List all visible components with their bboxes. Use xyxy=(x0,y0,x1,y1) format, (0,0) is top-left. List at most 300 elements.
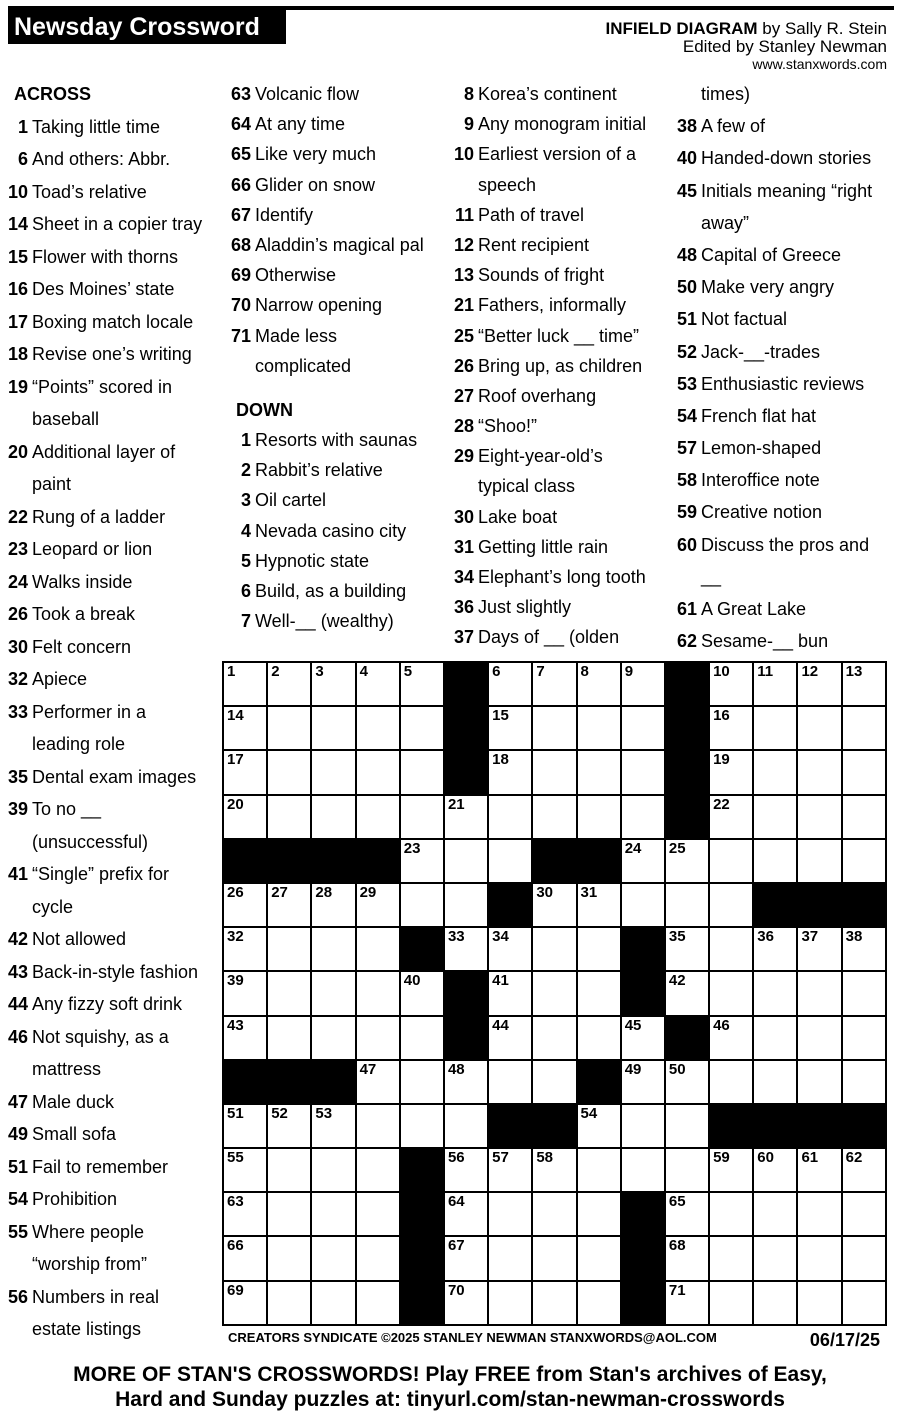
grid-cell[interactable] xyxy=(268,751,312,795)
grid-cell[interactable] xyxy=(533,1237,577,1281)
grid-cell[interactable] xyxy=(710,1149,754,1193)
cell-number: 36 xyxy=(757,928,774,946)
website-link[interactable]: www.stanxwords.com xyxy=(752,56,887,72)
grid-cell[interactable] xyxy=(224,1149,268,1193)
grid-cell[interactable] xyxy=(798,1193,842,1237)
cell-number: 14 xyxy=(227,707,244,725)
cell-number: 22 xyxy=(713,795,730,813)
byline: by Sally R. Stein xyxy=(762,19,887,38)
grid-cell[interactable] xyxy=(578,796,622,840)
grid-cell[interactable] xyxy=(578,707,622,751)
grid-cell[interactable] xyxy=(401,663,445,707)
cell-number: 30 xyxy=(536,883,553,901)
clue-text: __ xyxy=(701,566,722,587)
grid-block xyxy=(445,663,489,707)
clue-number: 13 xyxy=(453,265,474,286)
grid-cell[interactable] xyxy=(622,1061,666,1105)
clue-text: Aladdin’s magical pal xyxy=(255,234,424,255)
grid-cell[interactable] xyxy=(798,972,842,1016)
grid-cell[interactable] xyxy=(268,1105,312,1149)
grid-cell[interactable] xyxy=(578,1237,622,1281)
clue-number: 52 xyxy=(676,341,697,362)
grid-cell[interactable] xyxy=(754,1282,798,1326)
grid-cell[interactable] xyxy=(710,663,754,707)
cell-number: 7 xyxy=(536,663,545,680)
cell-number: 45 xyxy=(624,1016,642,1034)
clue-number: 63 xyxy=(230,84,251,104)
clue-number: 33 xyxy=(7,701,28,722)
grid-block xyxy=(224,1061,268,1105)
grid-cell[interactable] xyxy=(268,663,312,707)
grid-cell[interactable] xyxy=(754,928,798,972)
grid-cell[interactable] xyxy=(666,1149,710,1193)
clue-text: Resorts with saunas xyxy=(255,430,418,451)
grid-cell[interactable] xyxy=(843,1017,887,1061)
grid-cell[interactable] xyxy=(312,751,356,795)
grid-block xyxy=(622,1237,666,1281)
grid-cell[interactable] xyxy=(401,1061,445,1105)
grid-cell[interactable] xyxy=(798,1282,842,1326)
clue-text: Otherwise xyxy=(255,265,337,286)
grid-cell[interactable] xyxy=(666,928,710,972)
grid-cell[interactable] xyxy=(798,1061,842,1105)
clue-text: Numbers in real xyxy=(32,1286,160,1307)
clue-text: At any time xyxy=(255,114,346,135)
grid-cell[interactable] xyxy=(533,796,577,840)
clue-number: 38 xyxy=(676,116,697,137)
grid-cell[interactable] xyxy=(710,1061,754,1105)
grid-cell[interactable] xyxy=(533,1017,577,1061)
grid-cell[interactable] xyxy=(489,751,533,795)
cell-number: 18 xyxy=(492,751,509,769)
promo-line-2[interactable]: Hard and Sunday puzzles at: tinyurl.com/stan-newman-crosswords xyxy=(115,1388,785,1411)
grid-block xyxy=(798,1105,842,1149)
clue-text: Des Moines’ state xyxy=(32,279,175,299)
clue-number: 65 xyxy=(230,144,251,165)
grid-cell[interactable] xyxy=(268,1237,312,1281)
clue-number: 28 xyxy=(453,416,474,437)
cell-number: 31 xyxy=(580,883,598,901)
cell-number: 44 xyxy=(492,1016,509,1034)
grid-cell[interactable] xyxy=(312,1149,356,1193)
clue-text: Days of __ (olden xyxy=(478,627,620,648)
grid-cell[interactable] xyxy=(268,796,312,840)
cell-number: 65 xyxy=(668,1193,686,1211)
grid-cell[interactable] xyxy=(754,796,798,840)
clue-number: 46 xyxy=(7,1026,28,1047)
clue-text: Enthusiastic reviews xyxy=(701,373,865,394)
cell-number: 24 xyxy=(624,839,642,857)
clue-text: Fathers, informally xyxy=(478,295,627,316)
clue-number: 9 xyxy=(463,114,474,135)
grid-cell[interactable] xyxy=(622,1017,666,1061)
clue-text: Elephant’s long tooth xyxy=(478,567,646,587)
clue-text: away” xyxy=(701,212,750,233)
grid-cell[interactable] xyxy=(710,751,754,795)
grid-cell[interactable] xyxy=(489,663,533,707)
grid-cell[interactable] xyxy=(533,928,577,972)
cell-number: 29 xyxy=(359,883,377,901)
grid-block xyxy=(843,884,887,928)
clue-number: 55 xyxy=(7,1221,28,1242)
grid-block xyxy=(312,1061,356,1105)
grid-block xyxy=(489,884,533,928)
grid-cell[interactable] xyxy=(710,796,754,840)
grid-cell[interactable] xyxy=(312,1282,356,1326)
grid-cell[interactable] xyxy=(489,707,533,751)
grid-cell[interactable] xyxy=(578,1149,622,1193)
grid-cell[interactable] xyxy=(357,1149,401,1193)
grid-cell[interactable] xyxy=(224,972,268,1016)
cell-number: 64 xyxy=(447,1193,465,1211)
grid-cell[interactable] xyxy=(843,663,887,707)
grid-cell[interactable] xyxy=(445,1237,489,1281)
cell-number: 38 xyxy=(845,928,863,946)
grid-cell[interactable] xyxy=(445,1149,489,1193)
grid-cell[interactable] xyxy=(357,972,401,1016)
cell-number: 19 xyxy=(713,751,730,769)
grid-cell[interactable] xyxy=(843,840,887,884)
clue-text: Sheet in a copier tray xyxy=(32,214,203,234)
clue-text: estate listings xyxy=(32,1319,142,1339)
grid-cell[interactable] xyxy=(401,1017,445,1061)
grid-cell[interactable] xyxy=(312,796,356,840)
grid-cell[interactable] xyxy=(843,972,887,1016)
grid-cell[interactable] xyxy=(401,751,445,795)
grid-cell[interactable] xyxy=(798,1237,842,1281)
grid-cell[interactable] xyxy=(401,707,445,751)
cell-number: 46 xyxy=(713,1016,730,1034)
clue-number: 4 xyxy=(240,520,251,541)
grid-cell[interactable] xyxy=(224,707,268,751)
cell-number: 53 xyxy=(315,1104,333,1122)
grid-cell[interactable] xyxy=(666,884,710,928)
grid-cell[interactable] xyxy=(710,707,754,751)
grid-cell[interactable] xyxy=(445,928,489,972)
grid-cell[interactable] xyxy=(843,707,887,751)
grid-cell[interactable] xyxy=(622,1105,666,1149)
grid-cell[interactable] xyxy=(489,928,533,972)
clue-text: (unsuccessful) xyxy=(32,831,149,852)
grid-cell[interactable] xyxy=(224,1017,268,1061)
clue-number: 57 xyxy=(676,438,697,459)
grid-cell[interactable] xyxy=(489,840,533,884)
grid-cell[interactable] xyxy=(798,751,842,795)
grid-cell[interactable] xyxy=(224,1282,268,1326)
grid-cell[interactable] xyxy=(268,1282,312,1326)
grid-cell[interactable] xyxy=(445,1105,489,1149)
cell-number: 37 xyxy=(801,928,819,946)
grid-cell[interactable] xyxy=(357,796,401,840)
grid-cell[interactable] xyxy=(312,972,356,1016)
clue-number: 39 xyxy=(7,799,28,819)
grid-cell[interactable] xyxy=(710,1282,754,1326)
grid-cell[interactable] xyxy=(224,1193,268,1237)
grid-cell[interactable] xyxy=(533,1061,577,1105)
grid-cell[interactable] xyxy=(578,884,622,928)
grid-cell[interactable] xyxy=(489,972,533,1016)
grid-cell[interactable] xyxy=(843,796,887,840)
grid-cell[interactable] xyxy=(843,1149,887,1193)
grid-cell[interactable] xyxy=(533,707,577,751)
grid-cell[interactable] xyxy=(754,1149,798,1193)
grid-cell[interactable] xyxy=(401,972,445,1016)
grid-cell[interactable] xyxy=(268,884,312,928)
grid-cell[interactable] xyxy=(312,1105,356,1149)
grid-cell[interactable] xyxy=(622,884,666,928)
clue-text: Not factual xyxy=(701,309,788,330)
grid-cell[interactable] xyxy=(445,1061,489,1105)
grid-cell[interactable] xyxy=(312,884,356,928)
clue-text: paint xyxy=(32,474,72,494)
grid-cell[interactable] xyxy=(224,928,268,972)
grid-cell[interactable] xyxy=(357,1193,401,1237)
grid-cell[interactable] xyxy=(357,1282,401,1326)
grid-cell[interactable] xyxy=(224,751,268,795)
grid-cell[interactable] xyxy=(754,1017,798,1061)
clue-text: “Better luck __ time” xyxy=(478,325,640,346)
grid-cell[interactable] xyxy=(578,928,622,972)
clue-text: Any fizzy soft drink xyxy=(32,994,183,1014)
grid-cell[interactable] xyxy=(533,1149,577,1193)
clue-text: Volcanic flow xyxy=(255,84,360,104)
clue-text: cycle xyxy=(32,896,74,917)
grid-cell[interactable] xyxy=(224,1237,268,1281)
cell-number: 63 xyxy=(227,1193,244,1211)
grid-cell[interactable] xyxy=(533,884,577,928)
clue-number: 19 xyxy=(7,376,28,397)
cell-number: 12 xyxy=(801,663,819,680)
grid-block xyxy=(754,884,798,928)
grid-cell[interactable] xyxy=(224,1105,268,1149)
grid-cell[interactable] xyxy=(224,884,268,928)
cell-number: 67 xyxy=(447,1237,465,1255)
clue-number: 2 xyxy=(240,460,251,481)
grid-cell[interactable] xyxy=(798,1149,842,1193)
grid-cell[interactable] xyxy=(533,1282,577,1326)
grid-cell[interactable] xyxy=(578,972,622,1016)
grid-cell[interactable] xyxy=(312,928,356,972)
grid-cell[interactable] xyxy=(578,663,622,707)
grid-block xyxy=(533,840,577,884)
clue-number: 22 xyxy=(7,506,28,527)
grid-cell[interactable] xyxy=(268,1149,312,1193)
grid-cell[interactable] xyxy=(754,1061,798,1105)
grid-cell[interactable] xyxy=(357,663,401,707)
clue-number: 47 xyxy=(7,1091,28,1112)
grid-cell[interactable] xyxy=(489,1282,533,1326)
grid-cell[interactable] xyxy=(533,1193,577,1237)
clue-text: Identify xyxy=(255,204,314,225)
grid-cell[interactable] xyxy=(533,972,577,1016)
grid-cell[interactable] xyxy=(710,840,754,884)
grid-cell[interactable] xyxy=(578,1282,622,1326)
grid-cell[interactable] xyxy=(533,663,577,707)
grid-cell[interactable] xyxy=(622,1149,666,1193)
grid-cell[interactable] xyxy=(710,1193,754,1237)
grid-cell[interactable] xyxy=(666,972,710,1016)
grid-cell[interactable] xyxy=(578,1017,622,1061)
grid-cell[interactable] xyxy=(754,751,798,795)
grid-cell[interactable] xyxy=(268,1017,312,1061)
grid-cell[interactable] xyxy=(798,796,842,840)
grid-block xyxy=(578,840,622,884)
clue-number: 45 xyxy=(676,180,697,201)
grid-cell[interactable] xyxy=(489,1149,533,1193)
grid-cell[interactable] xyxy=(357,707,401,751)
grid-cell[interactable] xyxy=(489,796,533,840)
grid-cell[interactable] xyxy=(445,796,489,840)
grid-cell[interactable] xyxy=(666,1105,710,1149)
grid-cell[interactable] xyxy=(357,751,401,795)
grid-cell[interactable] xyxy=(401,840,445,884)
syndicate-credit: CREATORS SYNDICATE ©2025 STANLEY NEWMAN STANXWORDS@AOL.COM xyxy=(228,1330,717,1345)
grid-cell[interactable] xyxy=(798,707,842,751)
clue-text: Initials meaning “right xyxy=(701,180,873,201)
clue-text: “Single” prefix for xyxy=(32,864,170,884)
grid-cell[interactable] xyxy=(357,884,401,928)
grid-cell[interactable] xyxy=(622,663,666,707)
cell-number: 34 xyxy=(492,928,509,946)
cell-number: 8 xyxy=(580,663,589,680)
grid-cell[interactable] xyxy=(843,1237,887,1281)
grid-cell[interactable] xyxy=(312,707,356,751)
grid-cell[interactable] xyxy=(489,1061,533,1105)
grid-cell[interactable] xyxy=(798,663,842,707)
clue-text: Lemon-shaped xyxy=(701,438,822,459)
crossword-grid[interactable] xyxy=(222,661,887,1326)
grid-cell[interactable] xyxy=(754,972,798,1016)
grid-cell[interactable] xyxy=(401,1105,445,1149)
clue-number: 36 xyxy=(453,597,474,618)
grid-cell[interactable] xyxy=(268,972,312,1016)
cell-number: 27 xyxy=(271,883,288,901)
grid-cell[interactable] xyxy=(798,840,842,884)
cell-number: 70 xyxy=(447,1281,465,1299)
grid-cell[interactable] xyxy=(489,1017,533,1061)
cell-number: 1 xyxy=(227,663,236,680)
grid-cell[interactable] xyxy=(622,707,666,751)
grid-cell[interactable] xyxy=(843,1061,887,1105)
grid-cell[interactable] xyxy=(666,840,710,884)
grid-cell[interactable] xyxy=(268,928,312,972)
grid-cell[interactable] xyxy=(754,707,798,751)
grid-cell[interactable] xyxy=(843,1282,887,1326)
grid-cell[interactable] xyxy=(754,840,798,884)
cell-number: 66 xyxy=(227,1237,244,1255)
promo-line-1: MORE OF STAN'S CROSSWORDS! Play FREE from Stan's archives of Easy, xyxy=(73,1363,827,1386)
grid-cell[interactable] xyxy=(666,1237,710,1281)
clue-text: Nevada casino city xyxy=(255,520,407,541)
grid-block xyxy=(622,972,666,1016)
clue-number: 30 xyxy=(453,506,474,527)
grid-cell[interactable] xyxy=(578,751,622,795)
grid-cell[interactable] xyxy=(357,1017,401,1061)
grid-cell[interactable] xyxy=(445,884,489,928)
grid-cell[interactable] xyxy=(578,1105,622,1149)
grid-block xyxy=(666,1017,710,1061)
grid-cell[interactable] xyxy=(843,928,887,972)
grid-cell[interactable] xyxy=(710,884,754,928)
puzzle-title-line xyxy=(605,19,887,39)
grid-cell[interactable] xyxy=(754,1193,798,1237)
grid-cell[interactable] xyxy=(710,1017,754,1061)
clue-text: To no __ xyxy=(32,799,102,819)
clue-text: Just slightly xyxy=(478,597,572,618)
grid-cell[interactable] xyxy=(710,972,754,1016)
grid-cell[interactable] xyxy=(489,1237,533,1281)
grid-cell[interactable] xyxy=(710,1237,754,1281)
grid-block xyxy=(445,972,489,1016)
clue-text: Any monogram initial xyxy=(478,114,647,135)
grid-block xyxy=(666,707,710,751)
clue-text: A Great Lake xyxy=(701,599,807,619)
grid-cell[interactable] xyxy=(754,663,798,707)
grid-block xyxy=(224,840,268,884)
grid-cell[interactable] xyxy=(445,1193,489,1237)
grid-cell[interactable] xyxy=(843,751,887,795)
clue-number: 71 xyxy=(230,325,251,346)
grid-cell[interactable] xyxy=(578,1193,622,1237)
clue-number: 27 xyxy=(453,385,474,406)
grid-cell[interactable] xyxy=(312,1017,356,1061)
grid-cell[interactable] xyxy=(224,796,268,840)
grid-cell[interactable] xyxy=(533,751,577,795)
clue-number: 29 xyxy=(453,446,474,467)
clue-number: 61 xyxy=(676,599,697,619)
clue-number: 43 xyxy=(7,961,28,982)
grid-cell[interactable] xyxy=(622,840,666,884)
grid-cell[interactable] xyxy=(710,928,754,972)
grid-cell[interactable] xyxy=(445,840,489,884)
grid-cell[interactable] xyxy=(754,1237,798,1281)
cell-number: 60 xyxy=(757,1149,774,1167)
grid-cell[interactable] xyxy=(666,1282,710,1326)
grid-cell[interactable] xyxy=(666,1061,710,1105)
clue-text: Roof overhang xyxy=(478,385,597,406)
grid-cell[interactable] xyxy=(312,1237,356,1281)
clue-number: 30 xyxy=(7,636,28,657)
grid-cell[interactable] xyxy=(489,1193,533,1237)
grid-cell[interactable] xyxy=(622,796,666,840)
grid-cell[interactable] xyxy=(843,1193,887,1237)
cell-number: 56 xyxy=(447,1149,465,1167)
grid-cell[interactable] xyxy=(224,663,268,707)
grid-cell[interactable] xyxy=(268,707,312,751)
grid-cell[interactable] xyxy=(401,884,445,928)
grid-cell[interactable] xyxy=(268,1193,312,1237)
grid-cell[interactable] xyxy=(357,928,401,972)
clue-number: 51 xyxy=(676,309,697,330)
clue-text: Path of travel xyxy=(478,204,585,225)
grid-cell[interactable] xyxy=(312,1193,356,1237)
clue-number: 8 xyxy=(463,84,474,104)
grid-cell[interactable] xyxy=(622,751,666,795)
grid-cell[interactable] xyxy=(312,663,356,707)
grid-cell[interactable] xyxy=(666,1193,710,1237)
grid-cell[interactable] xyxy=(798,928,842,972)
grid-cell[interactable] xyxy=(798,1017,842,1061)
clue-text: Toad’s relative xyxy=(32,181,147,202)
clue-text: “Shoo!” xyxy=(478,416,538,437)
grid-cell[interactable] xyxy=(357,1061,401,1105)
puzzle-date: 06/17/25 xyxy=(809,1330,880,1350)
grid-cell[interactable] xyxy=(357,1237,401,1281)
grid-cell[interactable] xyxy=(401,796,445,840)
grid-cell[interactable] xyxy=(357,1105,401,1149)
cell-number: 25 xyxy=(668,839,686,857)
grid-cell[interactable] xyxy=(445,1282,489,1326)
